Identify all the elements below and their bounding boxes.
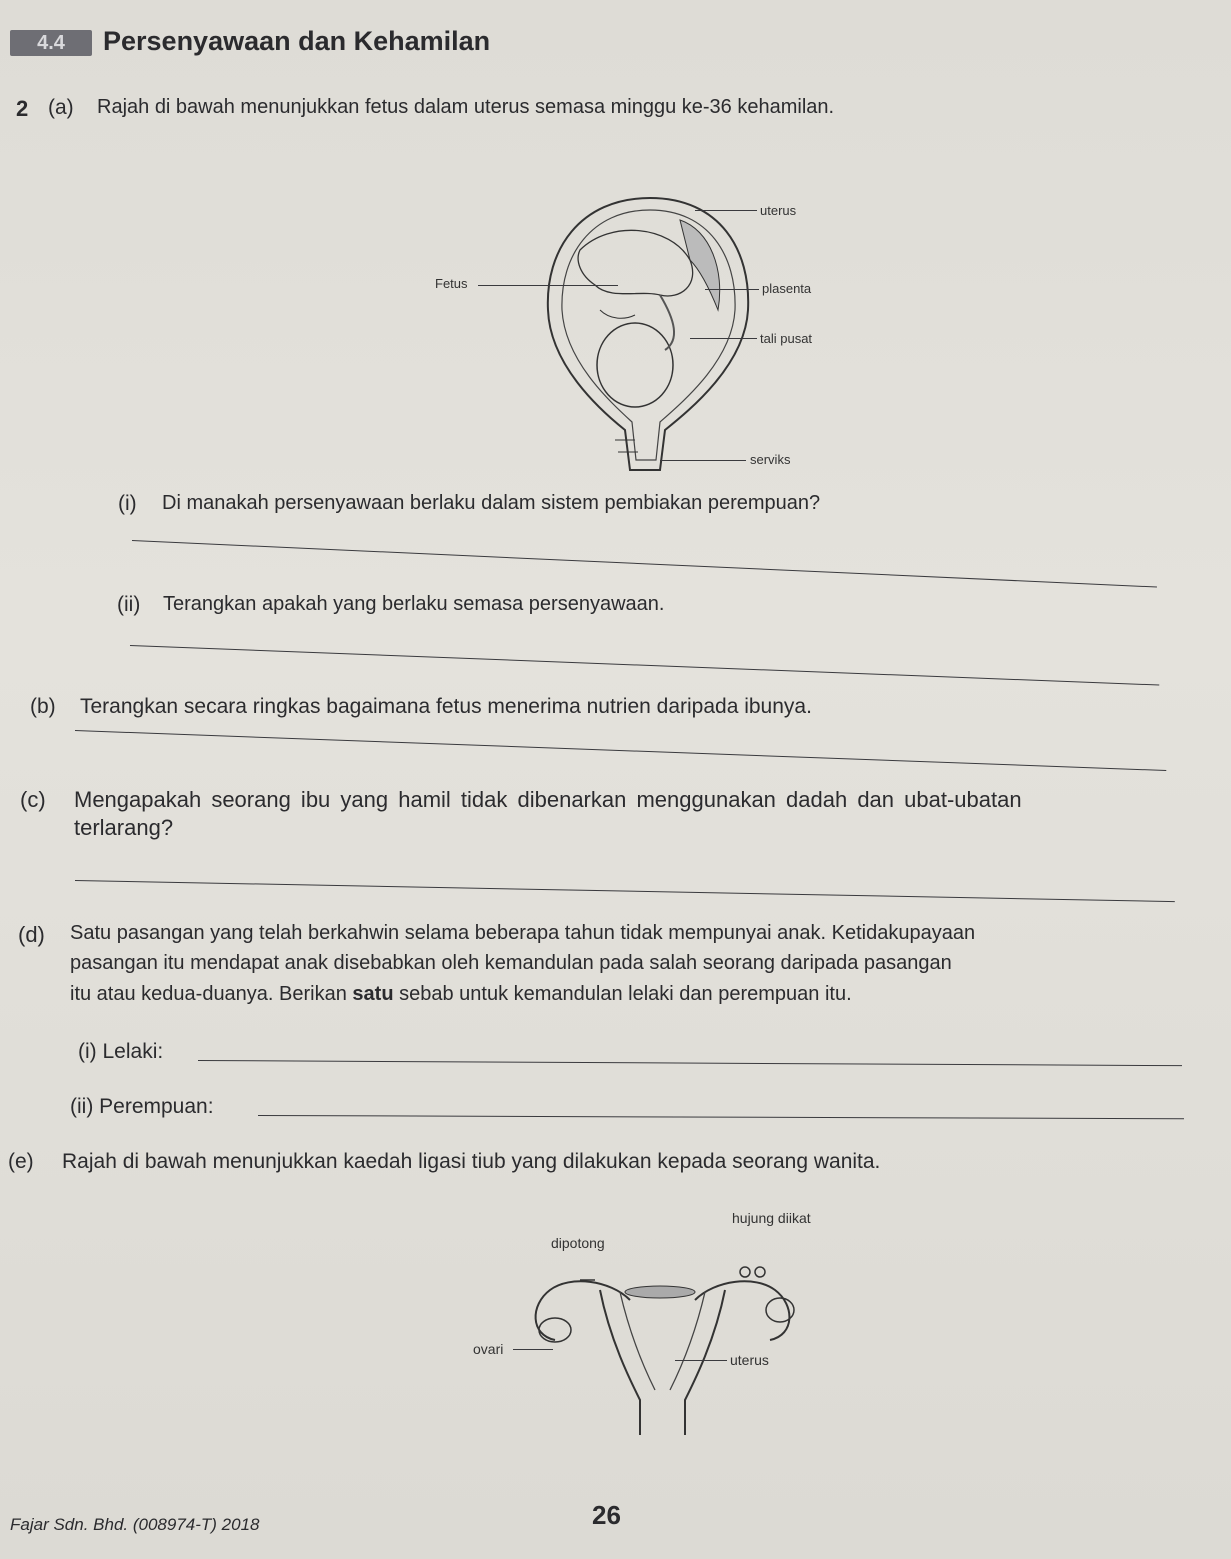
label-fetus: Fetus (435, 276, 468, 291)
part-d-label: (d) (18, 922, 45, 947)
pointer-fetus (478, 285, 618, 286)
part-a-ii-text: Terangkan apakah yang berlaku semasa persenyawaan. (163, 593, 665, 615)
label-ovari: ovari (473, 1341, 504, 1357)
part-c-text-line1: Mengapakah seorang ibu yang hamil tidak dibenarkan menggunakan dadah dan ubat-ubatan (74, 787, 1022, 812)
tubal-ligation-diagram (510, 1250, 820, 1440)
part-c-label: (c) (20, 787, 46, 812)
part-a-i-text: Di manakah persenyawaan berlaku dalam sistem pembiakan perempuan? (162, 492, 821, 514)
fetus-uterus-diagram (540, 190, 760, 480)
part-d-line2: pasangan itu mendapat anak disebabkan oleh kemandulan pada salah seorang daripada pasangan (70, 952, 952, 974)
pointer-plasenta (705, 289, 759, 290)
part-d-line3-post: sebab untuk kemandulan lelaki dan perempuan itu. (393, 983, 852, 1005)
label-uterus: uterus (760, 203, 797, 218)
part-d-i-label: (i) Lelaki: (78, 1040, 164, 1063)
page-number: 26 (592, 1500, 621, 1530)
part-a-text: Rajah di bawah menunjukkan fetus dalam uterus semasa minggu ke-36 kehamilan. (97, 96, 835, 118)
part-a-i-label: (i) (118, 492, 137, 515)
chapter-title: Persenyawaan dan Kehamilan (103, 26, 491, 56)
label-plasenta: plasenta (762, 281, 812, 296)
answer-line-d-i[interactable] (198, 1060, 1182, 1066)
answer-line-a-i[interactable] (132, 540, 1157, 588)
part-e-text: Rajah di bawah menunjukkan kaedah ligasi tiub yang dilakukan kepada seorang wanita. (62, 1150, 881, 1173)
label-dipotong: dipotong (551, 1235, 605, 1251)
pointer-uterus (695, 210, 757, 211)
pointer-serviks (660, 460, 746, 461)
label-serviks: serviks (750, 452, 791, 467)
pointer-tali-pusat (690, 338, 757, 339)
part-b-text: Terangkan secara ringkas bagaimana fetus menerima nutrien daripada ibunya. (80, 695, 812, 718)
label-uterus-2: uterus (730, 1352, 769, 1368)
part-d-line1: Satu pasangan yang telah berkahwin selama beberapa tahun tidak mempunyai anak. Ketidakupayaan (70, 922, 976, 944)
answer-line-d-ii[interactable] (258, 1115, 1184, 1119)
part-a-ii-label: (ii) (117, 593, 141, 616)
part-a-label: (a) (48, 96, 74, 119)
section-badge: 4.4 (10, 30, 92, 56)
part-b-label: (b) (30, 695, 56, 718)
label-tali-pusat: tali pusat (760, 331, 813, 346)
answer-line-b[interactable] (75, 730, 1166, 771)
part-d-line3-pre: itu atau kedua-duanya. Berikan (70, 983, 353, 1005)
pointer-ovari (513, 1349, 553, 1350)
pointer-uterus-2 (675, 1360, 727, 1361)
label-hujung-diikat: hujung diikat (732, 1210, 811, 1226)
answer-line-a-ii[interactable] (130, 645, 1159, 686)
part-c-text-line2: terlarang? (74, 815, 174, 840)
part-d-line3 (70, 983, 852, 1006)
publisher-footer: Fajar Sdn. Bhd. (008974-T) 2018 (10, 1515, 260, 1534)
answer-line-c[interactable] (75, 880, 1175, 902)
part-e-label: (e) (8, 1150, 34, 1173)
part-d-line3-bold: satu (352, 983, 394, 1005)
question-number: 2 (16, 96, 29, 121)
part-d-ii-label: (ii) Perempuan: (70, 1095, 214, 1118)
